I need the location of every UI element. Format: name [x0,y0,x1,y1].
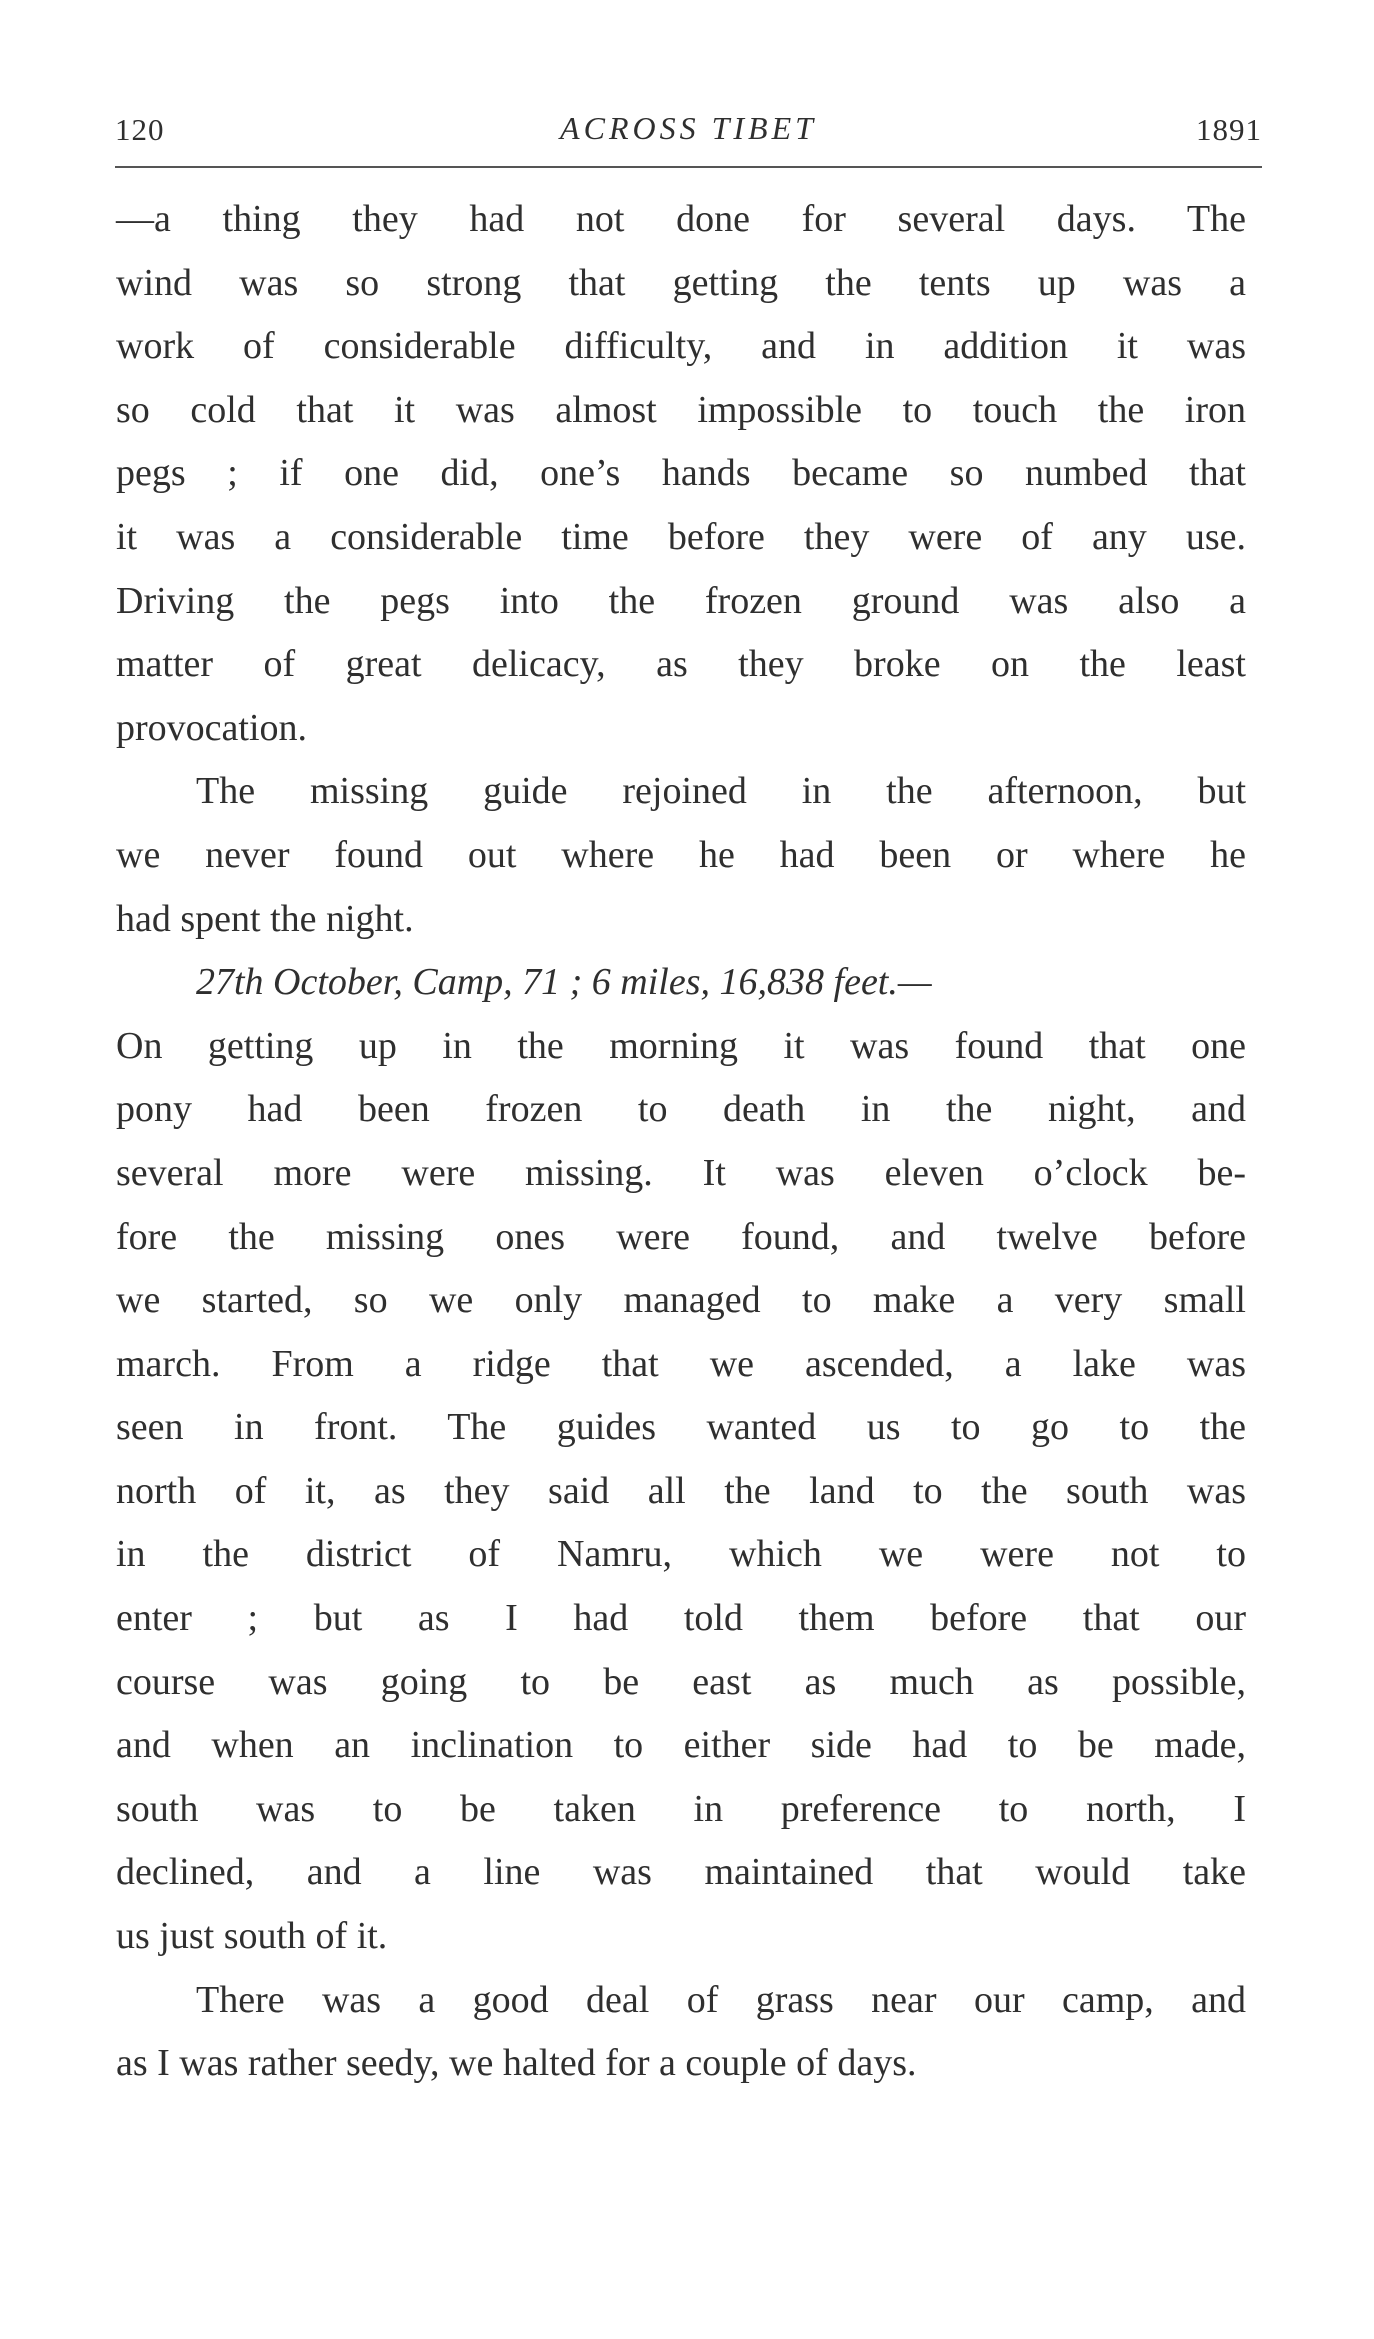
text-line: in the district of Namru, which we were not to [116,1533,1246,1576]
text-line: wind was so strong that getting the tents up was a [116,261,1246,304]
text-line: On getting up in the morning it was found that one [116,1024,1246,1067]
text-line: declined, and a line was maintained that would take [116,1851,1246,1894]
text-line: us just south of it. [116,1915,388,1958]
paragraph-3 [116,951,1246,1969]
body-text [116,188,1246,2096]
text-line: course was going to be east as much as possible, [116,1660,1246,1703]
text-line: march. From a ridge that we ascended, a lake was [116,1342,1246,1385]
paragraph-2 [116,760,1246,951]
text-line: matter of great delicacy, as they broke on the least [116,643,1246,686]
text-line: north of it, as they said all the land to the south was [116,1469,1246,1512]
text-line: several more were missing. It was eleven o’clock be- [116,1151,1246,1194]
text-line: we started, so we only managed to make a very small [116,1279,1246,1322]
running-header [115,100,1262,160]
text-line: south was to be taken in preference to north, I [116,1787,1246,1830]
text-line: it was a considerable time before they were of any use. [116,515,1246,558]
text-line: fore the missing ones were found, and twelve before [116,1215,1246,1258]
running-title: ACROSS TIBET [560,110,817,146]
paragraph-1 [116,188,1246,760]
text-line: There was a good deal of grass near our camp, and [196,1978,1246,2021]
text-line: we never found out where he had been or where he [116,833,1246,876]
text-line: and when an inclination to either side had to be made, [116,1724,1246,1767]
text-line: seen in front. The guides wanted us to go to the [116,1406,1246,1449]
page-number: 120 [115,112,165,147]
text-line: Driving the pegs into the frozen ground was also a [116,579,1246,622]
header-rule [115,166,1262,168]
text-line: had spent the night. [116,897,414,940]
text-line: work of considerable difficulty, and in addition it was [116,325,1246,368]
text-line: —a thing they had not done for several days. The [116,198,1246,240]
entry-heading: 27th October, Camp, 71 ; 6 miles, 16,838 feet.— [196,961,932,1004]
text-line: provocation. [116,706,308,749]
text-line: enter ; but as I had told them before that our [116,1597,1246,1640]
text-line: as I was rather seedy, we halted for a couple of days. [116,2042,917,2085]
text-line: so cold that it was almost impossible to touch the iron [116,388,1246,431]
paragraph-4 [116,1969,1246,2096]
text-line: pony had been frozen to death in the night, and [116,1088,1246,1131]
header-year: 1891 [1196,112,1262,147]
text-line: pegs ; if one did, one’s hands became so numbed that [116,452,1246,495]
text-line: The missing guide rejoined in the afternoon, but [196,770,1246,813]
